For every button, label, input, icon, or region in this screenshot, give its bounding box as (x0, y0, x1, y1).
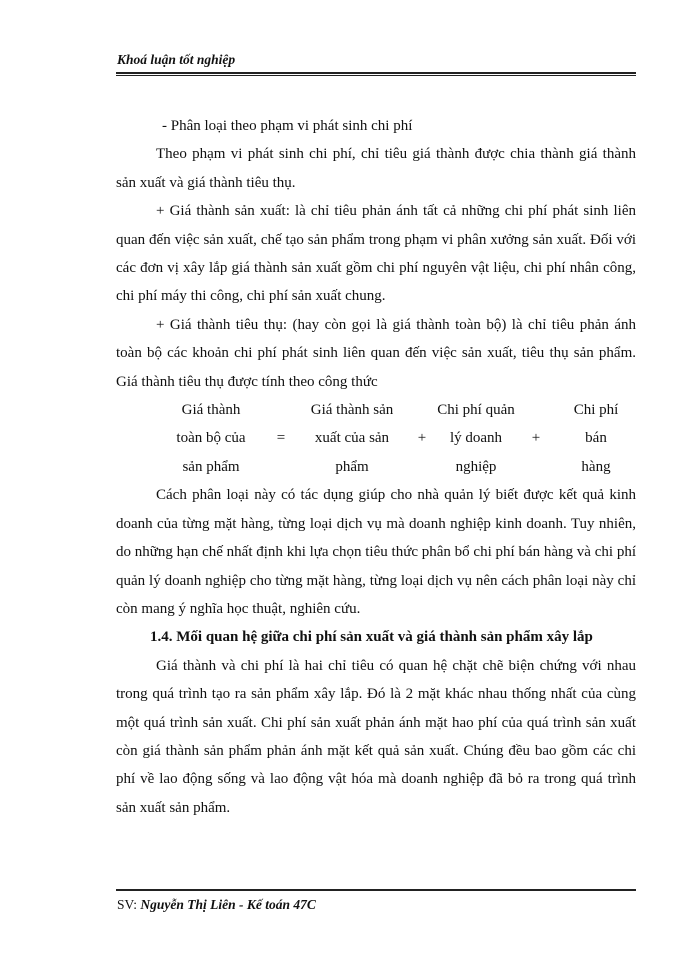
formula-cell: Giá thành sản (310, 402, 394, 419)
formula-cell (266, 453, 296, 481)
formula-equals: = (276, 430, 286, 447)
formula-cell: xuất của sản (314, 430, 390, 447)
header-rule-thin (116, 75, 636, 76)
formula-cell (266, 396, 296, 424)
formula-cell (408, 453, 436, 481)
formula-cell: toàn bộ của (176, 430, 246, 447)
formula-cell: bán (585, 430, 607, 447)
formula-cell (408, 396, 436, 424)
formula-cell: nghiệp (455, 458, 497, 475)
paragraph-scope: Theo phạm vi phát sinh chi phí, chỉ tiêu giá thành được chia thành giá thành sản xuất và giá thành tiêu thụ. (116, 146, 636, 191)
paragraph-relationship: Giá thành và chi phí là hai chỉ tiêu có quan hệ chặt chẽ biện chứng với nhau trong quá trình tạo ra sản phẩm xây lắp. Đó là 2 mặt khác nhau thống nhất của cùng một quá trình sản xuất. Chi phí sản xuất phản ánh mặt hao phí của quá trình sản xuất còn giá thành sản phẩm phản ánh mặt kết quả sản xuất. Chúng đều bao gồm các chi phí về lao động sống và lao động vật hóa mà doanh nghiệp đã bỏ ra trong quá trình sản xuất sản phẩm. (116, 657, 636, 816)
formula-cell (516, 453, 556, 481)
footer-author: Nguyễn Thị Liên - Kế toán 47C (140, 897, 316, 912)
page-header-title: Khoá luận tốt nghiệp (117, 52, 236, 67)
formula-cell (516, 396, 556, 424)
formula-cell: lý doanh (449, 430, 503, 447)
page-footer (117, 897, 316, 913)
header-rule (116, 72, 636, 74)
section-heading: 1.4. Mối quan hệ giữa chi phí sản xuất và giá thành sản phẩm xây lắp (150, 629, 593, 646)
paragraph-consumption-cost: + Giá thành tiêu thụ: (hay còn gọi là giá thành toàn bộ) là chỉ tiêu phản ánh toàn bộ các khoản chi phí phát sinh liên quan đến việc sản xuất, tiêu thụ sản phẩm. Giá thành tiêu thụ được tính theo công thức (116, 316, 636, 390)
footer-rule (116, 889, 636, 891)
formula-cell: sản phẩm (182, 458, 240, 475)
formula-cell: Chi phí (573, 402, 619, 419)
paragraph-production-cost: + Giá thành sản xuất: là chỉ tiêu phản ánh tất cả những chi phí phát sinh liên quan đến việc sản xuất, chế tạo sản phẩm trong phạm vi phân xưởng sản xuất. Đối với các đơn vị xây lắp giá thành sản xuất gồm chi phí nguyên vật liệu, chi phí nhân công, chi phí máy thi công, chi phí sản xuất chung. (116, 203, 636, 305)
formula-cell: phẩm (335, 458, 369, 475)
footer-prefix: SV: (117, 897, 138, 912)
formula-cell: Giá thành (181, 402, 241, 419)
formula-plus: + (417, 430, 427, 447)
formula-cell: hàng (581, 458, 611, 475)
paragraph-classification-effect: Cách phân loại này có tác dụng giúp cho nhà quản lý biết được kết quả kinh doanh của từng mặt hàng, từng loại dịch vụ mà doanh nghiệp kinh doanh. Tuy nhiên, do những hạn chế nhất định khi lựa chọn tiêu thức phân bổ chi phí bán hàng và chi phí quản lý doanh nghiệp cho từng mặt hàng, từng loại dịch vụ nên cách phân loại này chỉ còn mang ý nghĩa học thuật, nghiên cứu. (116, 487, 636, 617)
cost-formula (156, 396, 636, 481)
paragraph-classification: - Phân loại theo phạm vi phát sinh chi phí (162, 118, 413, 134)
document-body (116, 112, 636, 822)
formula-cell: Chi phí quản (437, 402, 515, 419)
formula-plus: + (531, 430, 541, 447)
